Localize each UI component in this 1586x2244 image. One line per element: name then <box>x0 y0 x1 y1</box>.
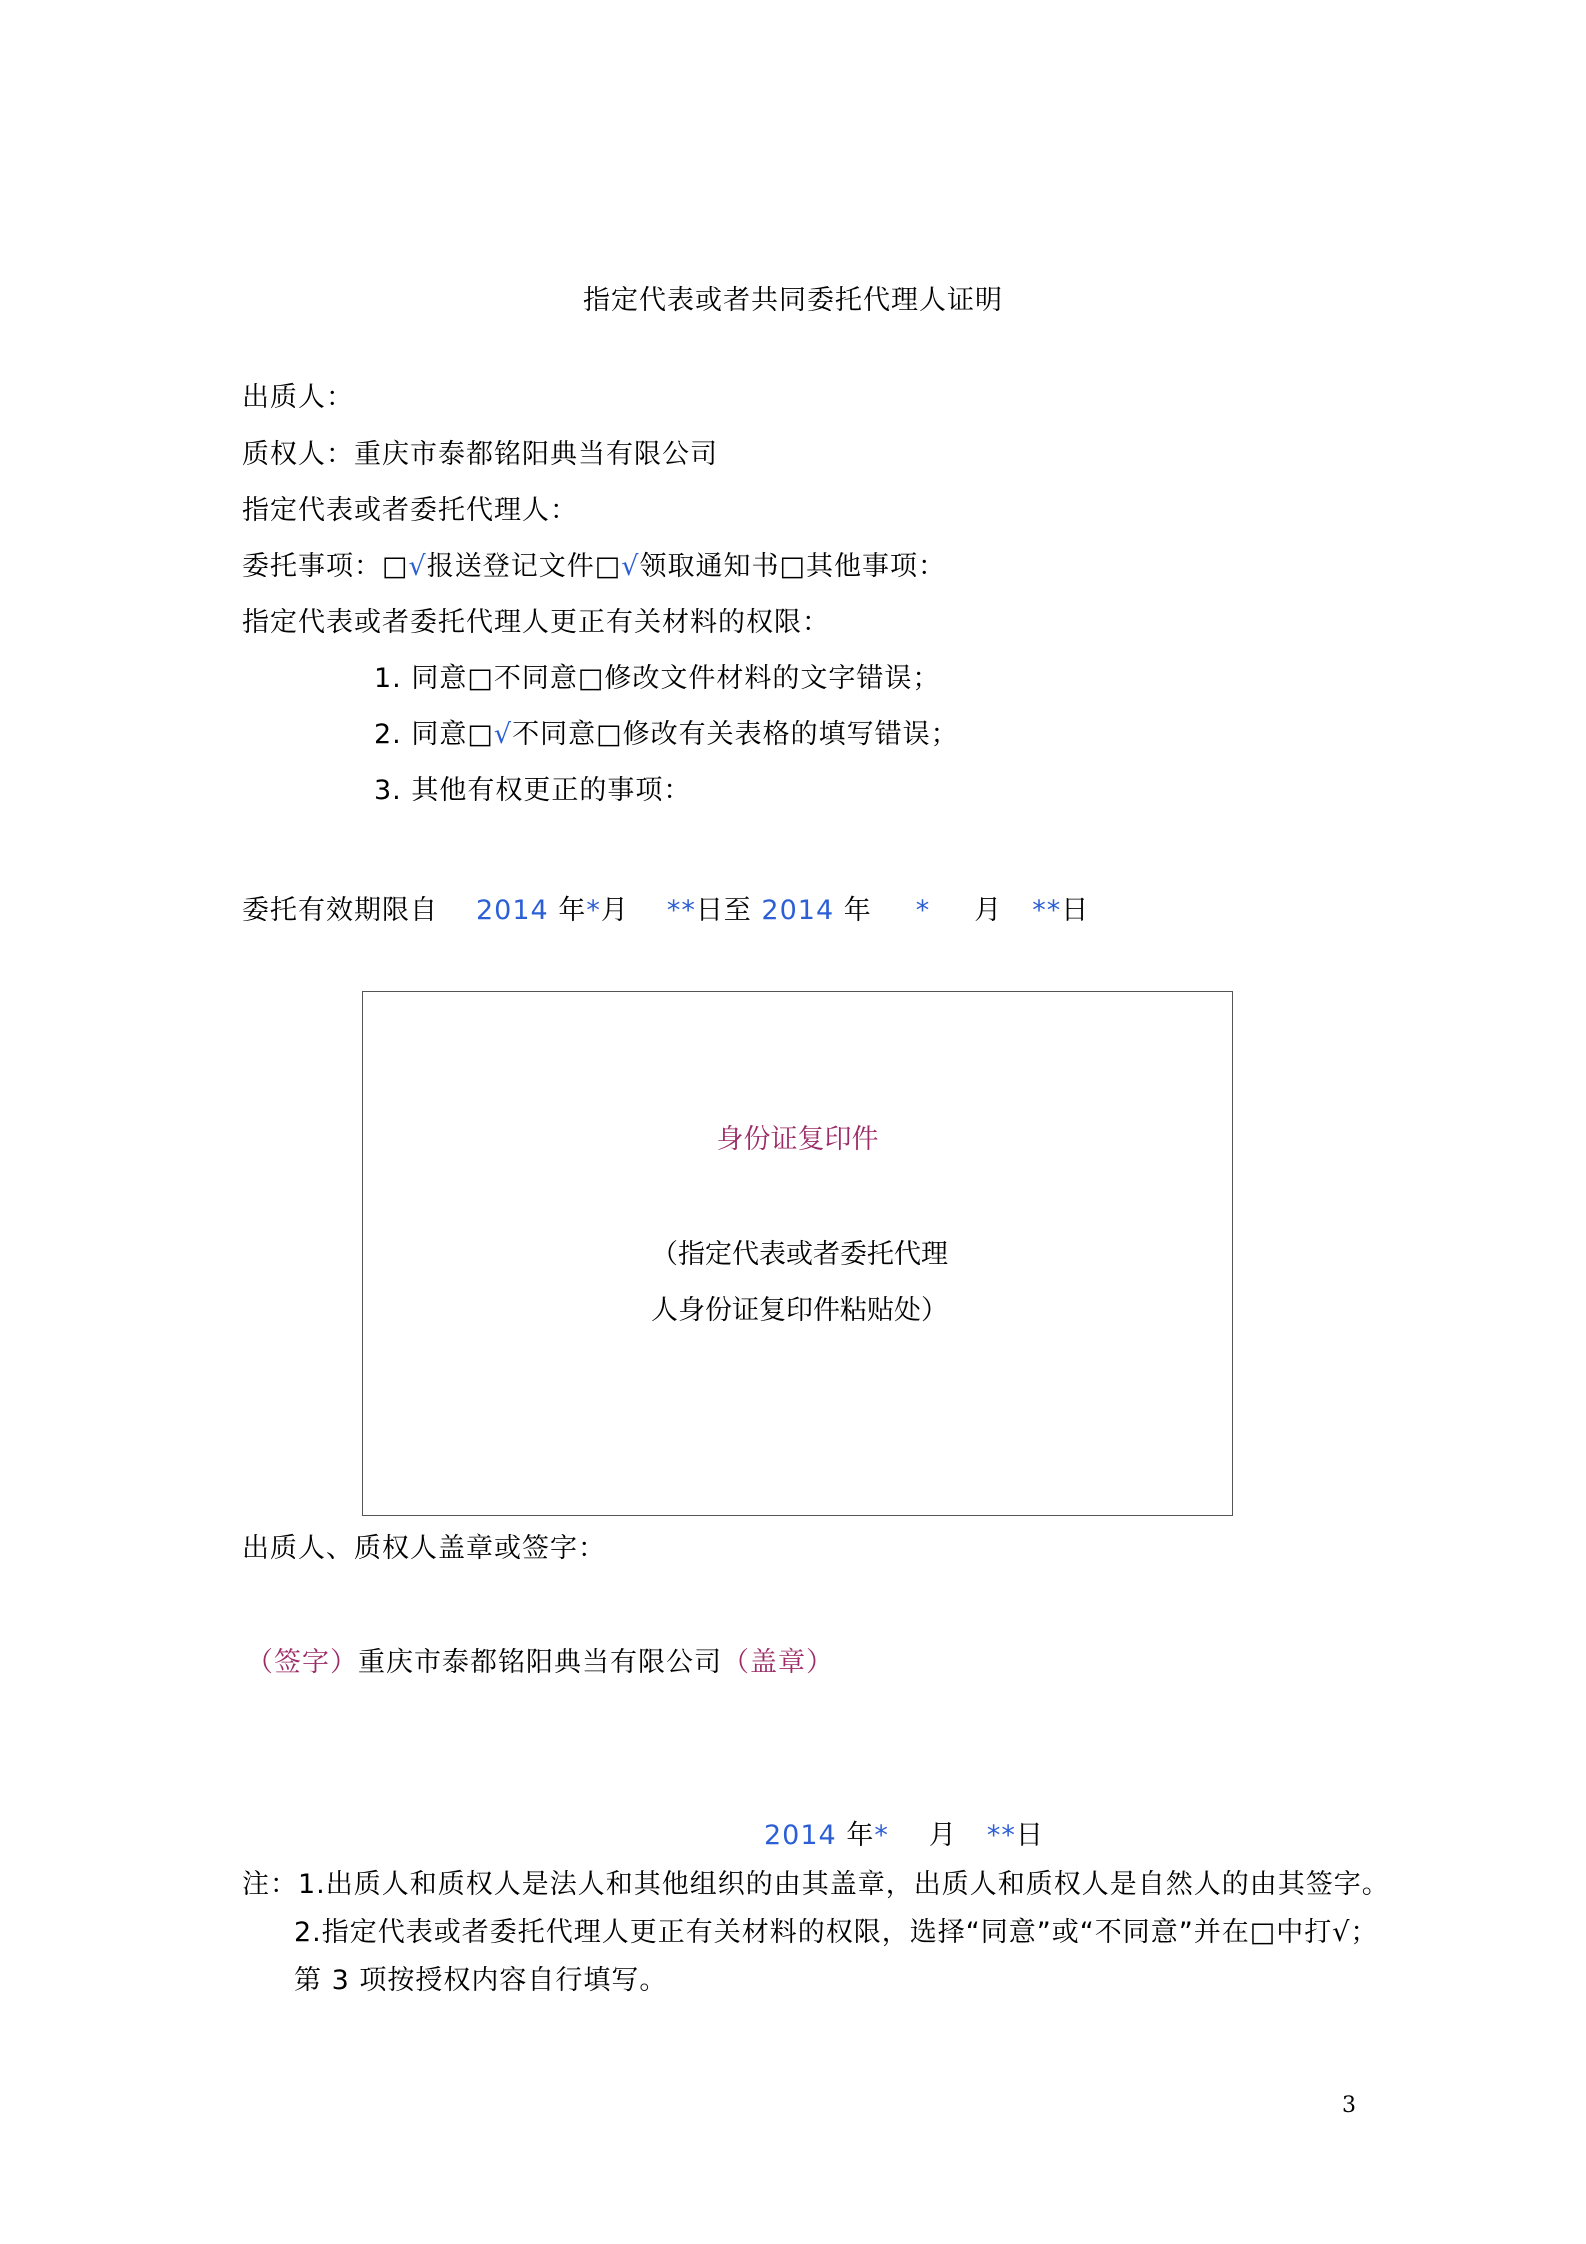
agent-label: 指定代表或者委托代理人： <box>242 495 578 526</box>
month-char: 月 <box>600 895 629 926</box>
validity-line <box>242 888 1089 927</box>
authority-line <box>242 600 830 639</box>
agent-line <box>242 488 578 527</box>
pledgee-line <box>242 432 718 471</box>
pledgee-name: 重庆市泰都铭阳典当有限公司 <box>354 439 718 470</box>
validity-label: 委托有效期限自 <box>242 895 438 926</box>
signature-line <box>246 1640 834 1679</box>
signature-label-line <box>242 1526 606 1565</box>
matter-other: 其他事项： <box>805 551 946 582</box>
matters-line <box>242 544 946 583</box>
checkbox-submit[interactable]: □ <box>382 551 409 582</box>
authority-item-3 <box>374 768 691 807</box>
checkmark-receive: √ <box>621 551 640 582</box>
signature-company: 重庆市泰都铭阳典当有限公司 <box>358 1647 722 1678</box>
checkbox-disagree-2[interactable]: □ <box>596 719 623 750</box>
document-title: 指定代表或者共同委托代理人证明 <box>583 285 1003 316</box>
date-year: 2014 <box>764 1820 837 1851</box>
note-line-1 <box>242 1862 1390 1901</box>
item-number: 2. <box>374 719 402 750</box>
matters-label: 委托事项： <box>242 551 382 582</box>
pledgee-label: 质权人： <box>242 439 354 470</box>
seal-tag: （盖章） <box>722 1647 834 1678</box>
id-copy-note-line2: 人身份证复印件粘贴处） <box>651 1295 948 1326</box>
validity-end-year: 2014 <box>761 895 835 926</box>
authority-item-1 <box>374 656 940 695</box>
day-to: 日至 <box>695 895 752 926</box>
matter-receive-notice: 领取通知书 <box>639 551 780 582</box>
validity-start-day: ** <box>666 895 696 926</box>
pledgor-line <box>242 375 354 414</box>
pledgor-label: 出质人： <box>242 382 354 413</box>
item-text: 其他有权更正的事项： <box>411 775 692 806</box>
authority-label: 指定代表或者委托代理人更正有关材料的权限： <box>242 607 830 638</box>
validity-end-month: * <box>915 895 931 926</box>
date-line <box>764 1813 1044 1852</box>
checkbox-disagree-1[interactable]: □ <box>577 663 605 694</box>
month-char: 月 <box>974 895 1003 926</box>
agree-label: 同意 <box>411 663 468 694</box>
page-number: 3 <box>1342 2093 1356 2118</box>
disagree-label: 不同意 <box>512 719 597 750</box>
date-month: * <box>874 1820 889 1851</box>
checkmark-agree-2: √ <box>493 719 513 750</box>
note-prefix: 注： <box>242 1869 298 1900</box>
authority-item-2 <box>374 712 959 751</box>
year-char: 年 <box>843 895 872 926</box>
day-char: 日 <box>1015 1820 1044 1851</box>
signature-label: 出质人、质权人盖章或签字： <box>242 1533 606 1564</box>
id-copy-title: 身份证复印件 <box>716 1124 879 1155</box>
id-copy-note-line1: （指定代表或者委托代理 <box>651 1239 948 1270</box>
item-number: 1. <box>374 663 402 694</box>
matter-submit-docs: 报送登记文件 <box>426 551 595 582</box>
id-copy-box <box>362 991 1233 1516</box>
month-char: 月 <box>928 1820 957 1851</box>
note-line-3: 第 3 项按授权内容自行填写。 <box>294 1965 668 1996</box>
disagree-label: 不同意 <box>493 663 578 694</box>
note-text-1: 1.出质人和质权人是法人和其他组织的由其盖章，出质人和质权人是自然人的由其签字。 <box>298 1869 1390 1900</box>
validity-start-month: * <box>586 895 601 926</box>
date-day: ** <box>986 1820 1016 1851</box>
item-text: 修改文件材料的文字错误； <box>604 663 941 694</box>
agree-label: 同意 <box>411 719 468 750</box>
item-number: 3. <box>374 775 402 806</box>
note-line-2: 2.指定代表或者委托代理人更正有关材料的权限，选择“同意”或“不同意”并在□中打√； <box>294 1917 1379 1948</box>
day-char: 日 <box>1061 895 1090 926</box>
year-char: 年 <box>846 1820 875 1851</box>
checkbox-other[interactable]: □ <box>779 551 806 582</box>
validity-start-year: 2014 <box>476 895 549 926</box>
checkbox-receive[interactable]: □ <box>594 551 622 582</box>
checkmark-submit: √ <box>408 551 427 582</box>
validity-end-day: ** <box>1032 895 1062 926</box>
checkbox-agree-1[interactable]: □ <box>467 663 494 694</box>
sign-tag: （签字） <box>246 1647 358 1678</box>
checkbox-agree-2[interactable]: □ <box>467 719 494 750</box>
year-char: 年 <box>558 895 587 926</box>
item-text: 修改有关表格的填写错误； <box>622 719 959 750</box>
